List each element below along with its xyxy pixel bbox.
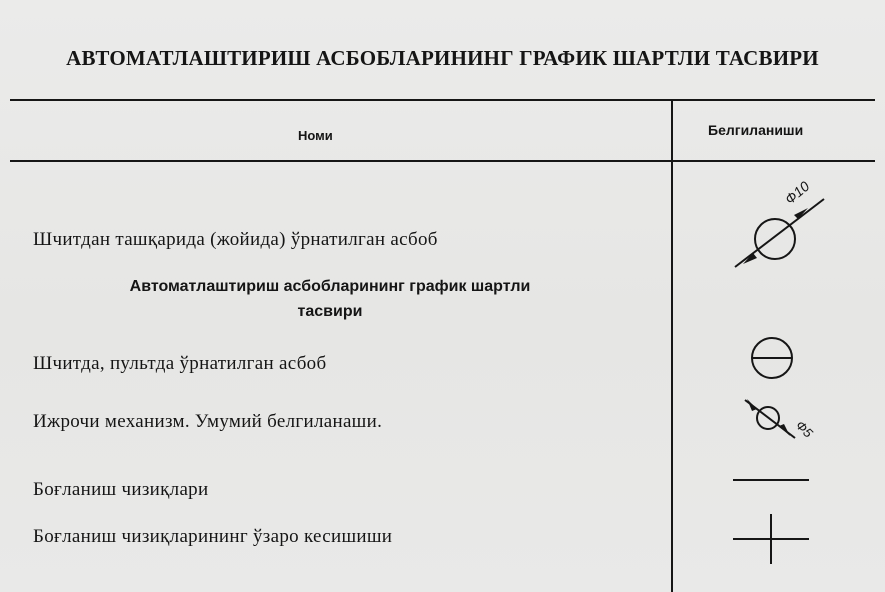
column-divider [671,100,673,592]
subheading-line-1: Автоматлаштириш асбобларининг график шартли [129,278,531,295]
column-header-name: Номи [298,128,333,143]
instrument-field-symbol [728,175,848,285]
table-row-name: Боғланиш чизиқлари [33,479,209,500]
table-row-name: Ижрочи механизм. Умумий белгиланаши. [33,411,383,432]
table-row-name: Шчитдан ташқарида (жойида) ўрнатилган асбоб [33,229,438,250]
dimension-label: Ф10 [781,177,813,208]
page-title: АВТОМАТЛАШТИРИШ АСБОБЛАРИНИНГ ГРАФИК ШАРТЛИ ТАСВИРИ [66,46,819,70]
section-subheading [30,274,630,324]
table-row-name: Шчитда, пультда ўрнатилган асбоб [33,353,327,374]
table-row-name: Боғланиш чизиқларининг ўзаро кесишиши [33,526,393,547]
crossing-lines-symbol [731,512,821,572]
panel-instrument-symbol [743,329,803,389]
actuator-symbol [735,390,835,460]
table-top-rule [10,99,875,101]
column-header-designation: Белгиланиши [708,122,804,138]
dimension-label: Ф5 [792,417,816,441]
connection-line-symbol [731,475,821,485]
table-header-rule [10,160,875,162]
subheading-line-2: тасвири [297,303,363,320]
